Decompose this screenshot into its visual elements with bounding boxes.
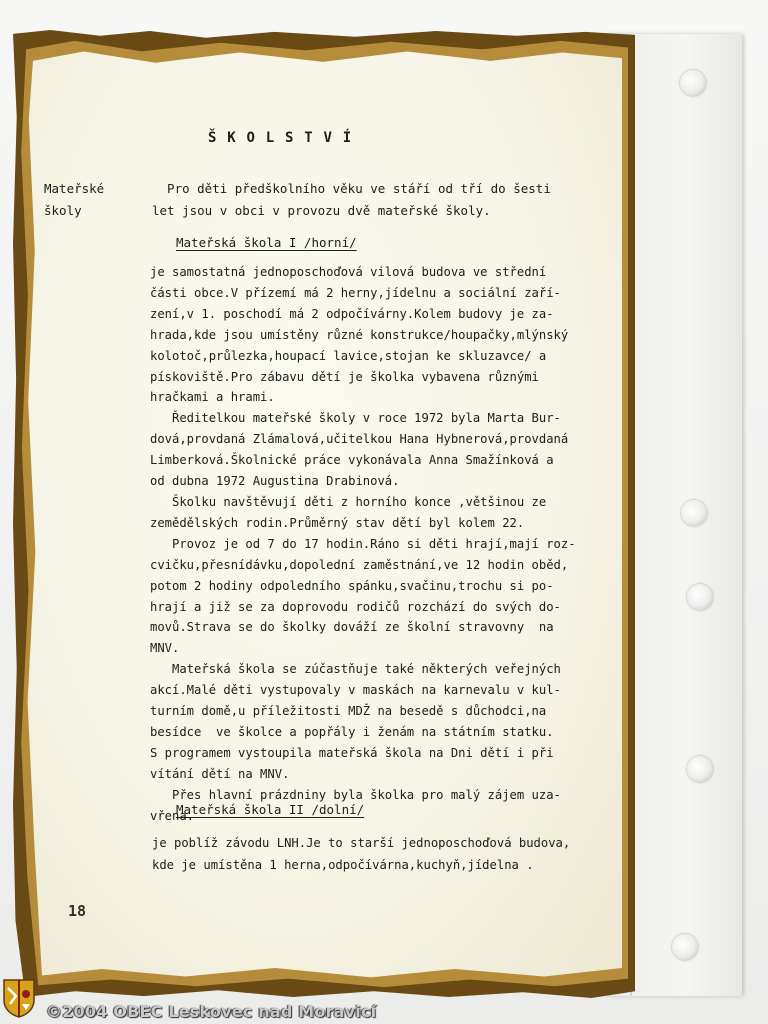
punch-hole-icon [681, 500, 707, 526]
punch-hole-icon [687, 584, 713, 610]
section-body-school-1: je samostatná jednoposchoďová vilová budova ve střední části obce.V přízemí má 2 herny,jídelnu a sociální zaří- zení,v 1. poschodí má 2 odpočívárny.Kolem budovy je za- hrada,kde jsou umístěny různé konstrukce/houpačky,mlýnský kolotoč,průlezka,houpací lavice,stojan ke skluzavce/ a pískoviště.Pro zábavu dětí je školka vybavena různými hračkami a hrami. Ředitelkou mateřské školy v roce 1972 byla Marta Bur- dová,provdaná Zlámalová,učitelkou Hana Hybnerová,provdaná Limberková.Školnické práce vykonávala Anna Smažínková a od dubna 1972 Augustina Drabinová. Školku navštěvují děti z horního konce ,většinou ze zemědělských rodin.Průměrný stav dětí byl kolem 22. Provoz je od 7 do 17 hodin.Ráno si děti hrají,mají roz- cvičku,přesnídávku,dopolední zaměstnání,ve 12 hodin oběd, potom 2 hodiny odpoledního spánku,svačinu,trochu si po- hrají a již se za doprovodu rodičů rozchází do svých do- movů.Strava se do školky dováží ze školní stravovny na MNV. Mateřská škola se zúčastňuje také některých veřejných akcí.Malé děti vystupovaly v maskách na karnevalu v kul- turním domě,u příležitosti MDŽ na besedě s důchodci,na besídce ve školce a popřály i ženám na státním statku. S programem vystoupila mateřská škola na Dni dětí i při vítání dětí na MNV. Přes hlavní prázdniny byla školka pro malý zájem uza- vřena. [150, 265, 576, 823]
punch-hole-icon [687, 756, 713, 782]
copyright-text: ©2004 OBEC Leskovec nad Moravicí [46, 1001, 377, 1021]
page-heading: Š K O L S T V Í [208, 130, 353, 146]
section-title-school-2: Mateřská škola II /dolní/ [176, 802, 365, 817]
intro-paragraph: Pro děti předškolního věku ve stáří od tří do šesti let jsou v obci v provozu dvě mateřské školy. [152, 181, 551, 218]
punch-hole-icon [680, 70, 706, 96]
copyright-watermark [0, 998, 768, 1024]
page-number: 18 [68, 902, 87, 920]
section-title-school-1: Mateřská škola I /horní/ [176, 235, 357, 250]
section-body-school-2: je poblíž závodu LNH.Je to starší jednoposchoďová budova, kde je umístěna 1 herna,odpočívárna,kuchyň,jídelna . [152, 836, 571, 872]
punch-hole-icon [672, 934, 698, 960]
margin-note: Mateřské školy [44, 181, 105, 218]
municipal-crest-icon [2, 978, 36, 1018]
